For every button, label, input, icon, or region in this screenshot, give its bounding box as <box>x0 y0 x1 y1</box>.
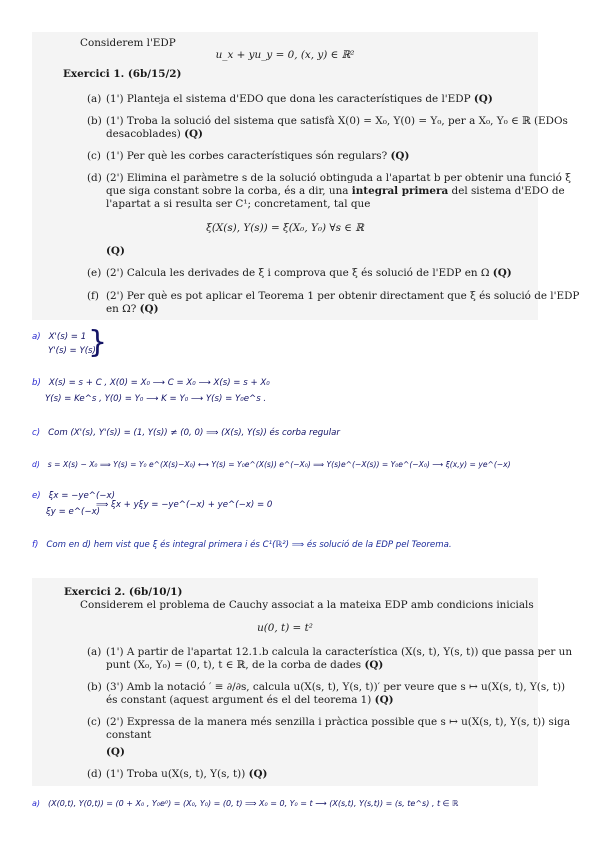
hw-e-line1: e) ξx = −ye^(−x) <box>32 491 115 501</box>
item-label: (c) <box>87 716 101 728</box>
exercise-2-intro: Considerem el problema de Cauchy associat a la mateixa EDP amb condicions inicials <box>80 599 534 611</box>
item-label: (b) <box>87 681 102 693</box>
intro-text: Considerem l'EDP <box>80 37 176 49</box>
item-label: (e) <box>87 267 102 279</box>
exercise-1-panel <box>32 32 580 320</box>
item-d-line3: l'apartat a si resulta ser C¹; concretament, tal que <box>106 198 371 210</box>
item-label: (c) <box>87 150 101 162</box>
exercise-2-panel <box>32 578 573 786</box>
hw-a-line1: a) X'(s) = 1 <box>32 332 87 342</box>
item-f-line1: (2') Per què es pot aplicar el Teorema 1 per obtenir directament que ξ és solució de l'EDP <box>106 290 580 302</box>
item-d-line2: que siga constant sobre la corba, és a dir, una integral primera del sistema d'EDO de <box>106 185 565 197</box>
item-c-text: (1') Per què les corbes característiques són regulars? (Q) <box>106 150 410 162</box>
hw-c-line: c) Com (X'(s), Y'(s)) = (1, Y(s)) ≠ (0, 0) ⟹ (X(s), Y(s)) és corba regular <box>32 428 340 438</box>
hw-d-line: d) s = X(s) − X₀ ⟹ Y(s) = Y₀ e^(X(s)−X₀) ⟷ Y(s) = Y₀e^(X(s)) e^(−X₀) ⟹ Y(s)e^(−X(s)) = Y₀e^(−X₀) ⟶ ξ(x,y) = ye^(−x) <box>32 460 511 469</box>
item-label: (a) <box>87 646 102 658</box>
item-d-q: (Q) <box>106 245 125 257</box>
item-label: (d) <box>87 172 102 184</box>
ex2-item-a-line1: (1') A partir de l'apartat 12.1.b calcula la característica (X(s, t), Y(s, t)) que passa per un <box>106 646 573 658</box>
hw-e-line2: ξy = e^(−x) <box>46 507 101 517</box>
exercise-2-heading: Exercici 2. (6b/10/1) <box>64 586 183 598</box>
ex2-item-b-line1: (3') Amb la notació ′ ≡ ∂/∂s, calcula u(X(s, t), Y(s, t))′ per veure que s ↦ u(X(s, t), Y(s, t)) <box>106 681 566 693</box>
item-label: (f) <box>87 290 99 302</box>
ex2-item-c-line1: (2') Expressa de la manera més senzilla i pràctica possible que s ↦ u(X(s, t), Y(s, t)) siga <box>106 716 571 728</box>
ex2-item-a-line2: punt (X₀, Y₀) = (0, t), t ∈ ℝ, de la corba de dades (Q) <box>106 659 384 671</box>
item-label: (a) <box>87 93 102 105</box>
hw-b-line2: Y(s) = Ke^s , Y(0) = Y₀ ⟶ K = Y₀ ⟶ Y(s) = Y₀e^s . <box>45 394 267 404</box>
ex2-item-b-line2: és constant (aquest argument és el del teorema 1) (Q) <box>106 694 394 706</box>
item-d-line1: (2') Elimina el paràmetre s de la solució obtinguda a l'apartat b per obtenir una funció ξ <box>106 172 571 184</box>
item-e-text: (2') Calcula les derivades de ξ i comprova que ξ és solució de l'EDP en Ω (Q) <box>106 267 512 279</box>
item-b-line2: desacoblades) (Q) <box>106 128 203 140</box>
hw-f-line: f) Com en d) hem vist que ξ és integral primera i és C¹(ℝ²) ⟹ és solució de la EDP pel Teorema. <box>32 540 452 550</box>
exercise-1-heading: Exercici 1. (6b/15/2) <box>63 68 182 80</box>
brace-symbol: } <box>88 325 108 360</box>
hw-a-line2: Y'(s) = Y(s) <box>48 346 96 356</box>
item-label: (d) <box>87 768 102 780</box>
first-integral-equation: ξ(X(s), Y(s)) = ξ(X₀, Y₀) ∀s ∈ ℝ <box>206 222 364 234</box>
ex2-item-c-line2: constant <box>106 729 152 741</box>
item-f-line2: en Ω? (Q) <box>106 303 159 315</box>
ex2-item-d-text: (1') Troba u(X(s, t), Y(s, t)) (Q) <box>106 768 268 780</box>
ex2-item-c-q: (Q) <box>106 746 125 758</box>
item-b-line1: (1') Troba la solució del sistema que satisfà X(0) = X₀, Y(0) = Y₀, per a X₀, Y₀ ∈ ℝ (EDOs <box>106 115 568 127</box>
item-a-text: (1') Planteja el sistema d'EDO que dona les característiques de l'EDP (Q) <box>106 93 493 105</box>
pde-equation: u_x + yu_y = 0, (x, y) ∈ ℝ² <box>215 49 355 61</box>
hw-b-line1: b) X(s) = s + C , X(0) = X₀ ⟶ C = X₀ ⟶ X(s) = s + X₀ <box>32 378 270 388</box>
item-label: (b) <box>87 115 102 127</box>
hw2-a-line: a) (X(0,t), Y(0,t)) = (0 + X₀ , Y₀e⁰) = (X₀, Y₀) = (0, t) ⟹ X₀ = 0, Y₀ = t ⟶ (X(s,t), Y(s,t)) = (s, te^s) , t ∈ ℝ <box>32 799 459 808</box>
hw-e-result: ⟹ ξx + yξy = −ye^(−x) + ye^(−x) = 0 <box>96 500 273 510</box>
initial-condition-equation: u(0, t) = t² <box>257 622 313 634</box>
